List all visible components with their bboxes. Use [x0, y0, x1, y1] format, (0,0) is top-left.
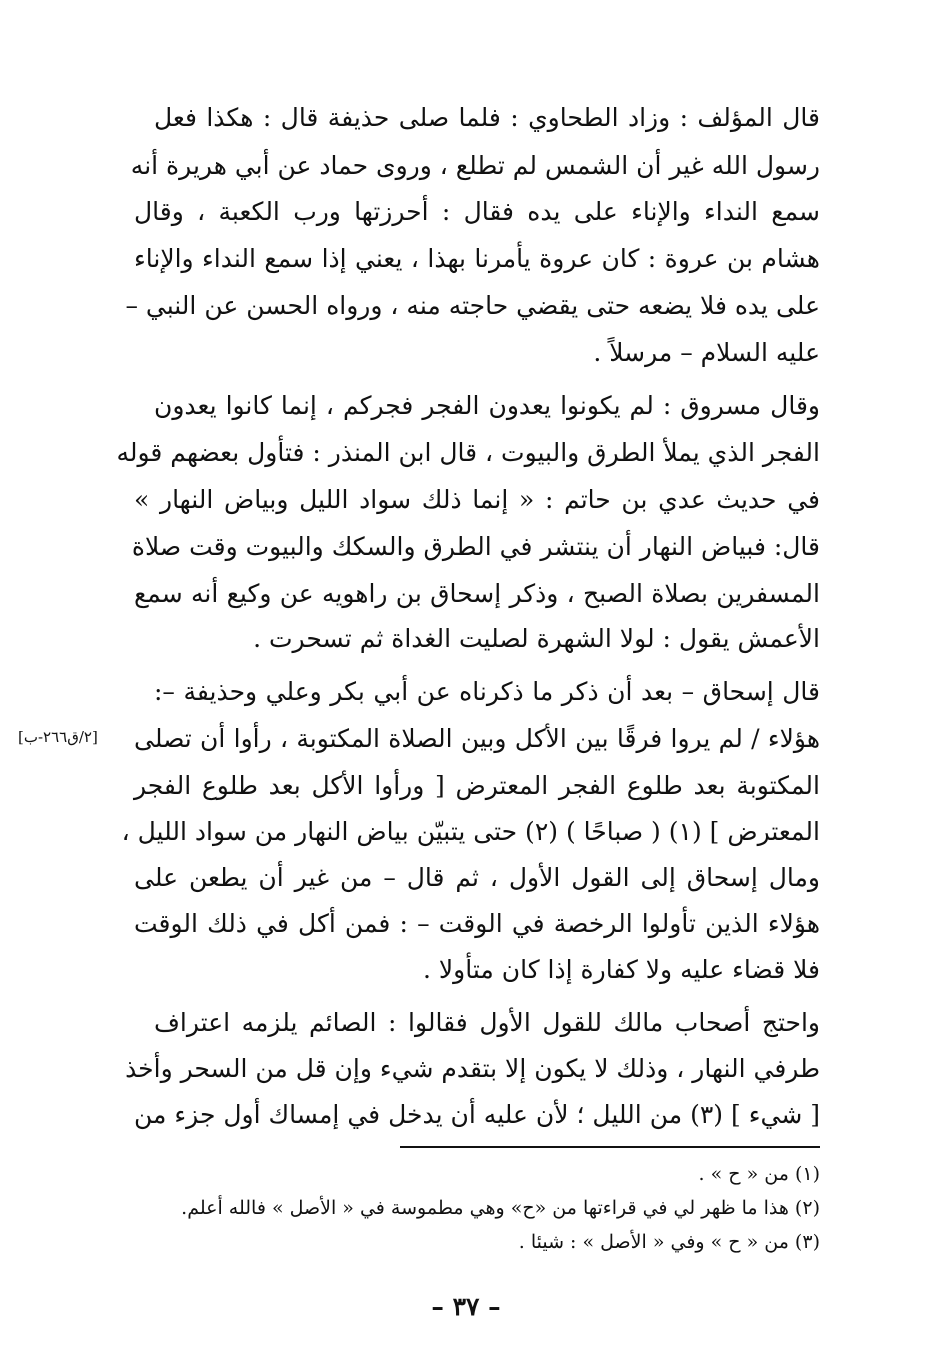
text-line: قال إسحاق – بعد أن ذكر ما ذكرناه عن أبي بكر وعلي وحذيفة –: [154, 677, 820, 706]
text-line: الأعمش يقول : لولا الشهرة لصليت الغداة ثم تسحرت . [253, 624, 820, 653]
footnote: (٣) من « ح » وفي « الأصل » : شيئا . [518, 1231, 820, 1253]
text-line: هؤلاء الذين تأولوا الرخصة في الوقت – : فمن أكل في ذلك الوقت [134, 909, 820, 938]
text-line: سمع النداء والإناء على يده فقال : أحرزتها ورب الكعبة ، وقال [134, 197, 820, 226]
text-line: المسفرين بصلاة الصبح ، وذكر إسحاق بن راهويه عن وكيع أنه سمع [134, 579, 820, 608]
page-number: – ٣٧ – [431, 1292, 501, 1321]
text-line: على يده فلا يضعه حتى يقضي حاجته منه ، ورواه الحسن عن النبي – [125, 291, 820, 320]
text-line: الفجر الذي يملأ الطرق والبيوت ، قال ابن المنذر : فتأول بعضهم قوله [116, 438, 820, 467]
text-line: ومال إسحاق إلى القول الأول ، ثم قال – من غير أن يطعن على [134, 863, 820, 892]
text-line: عليه السلام – مرسلاً . [593, 338, 820, 367]
text-line: هشام بن عروة : كان عروة يأمرنا بهذا ، يعني إذا سمع النداء والإناء [134, 244, 820, 273]
text-line: وقال مسروق : لم يكونوا يعدون الفجر فجركم ، إنما كانوا يعدون [154, 391, 820, 420]
footnote-rule [400, 1146, 820, 1148]
text-line: قال: فبياض النهار أن ينتشر في الطرق والسكك والبيوت وقت صلاة [131, 532, 820, 561]
text-line: المعترض ] (١) ( صباحًا ) (٢) حتى يتبيّن بياض النهار من سواد الليل ، [121, 817, 820, 846]
text-line: المكتوبة بعد طلوع الفجر المعترض [ ورأوا الأكل بعد طلوع الفجر [134, 771, 820, 800]
text-line: قال المؤلف : وزاد الطحاوي : فلما صلى حذيفة قال : هكذا فعل [154, 103, 820, 132]
manuscript-folio-note: [٢/ق٢٦٦-ب] [18, 728, 98, 746]
text-line: هؤلاء / لم يروا فرقًا بين الأكل وبين الصلاة المكتوبة ، رأوا أن تصلى [134, 724, 820, 753]
text-line: طرفي النهار ، وذلك لا يكون إلا بتقدم شيء وإن قل من السحر وأخذ [125, 1054, 820, 1083]
text-line: فلا قضاء عليه ولا كفارة إذا كان متأولا . [423, 955, 820, 984]
text-line: رسول الله غير أن الشمس لم تطلع ، وروى حماد عن أبي هريرة أنه [130, 151, 820, 180]
text-line: في حديث عدي بن حاتم : « إنما ذلك سواد الليل وبياض النهار » [134, 485, 820, 514]
footnote: (٢) هذا ما ظهر لي في قراءتها من «ح» وهي مطموسة في « الأصل » فالله أعلم. [181, 1197, 820, 1219]
text-line: واحتج أصحاب مالك للقول الأول فقالوا : الصائم يلزمه اعتراف [154, 1008, 820, 1037]
text-line: [ شيء ] (٣) من الليل ؛ لأن عليه أن يدخل في إمساك أول جزء من [134, 1100, 821, 1129]
footnote: (١) من « ح » . [698, 1163, 820, 1185]
